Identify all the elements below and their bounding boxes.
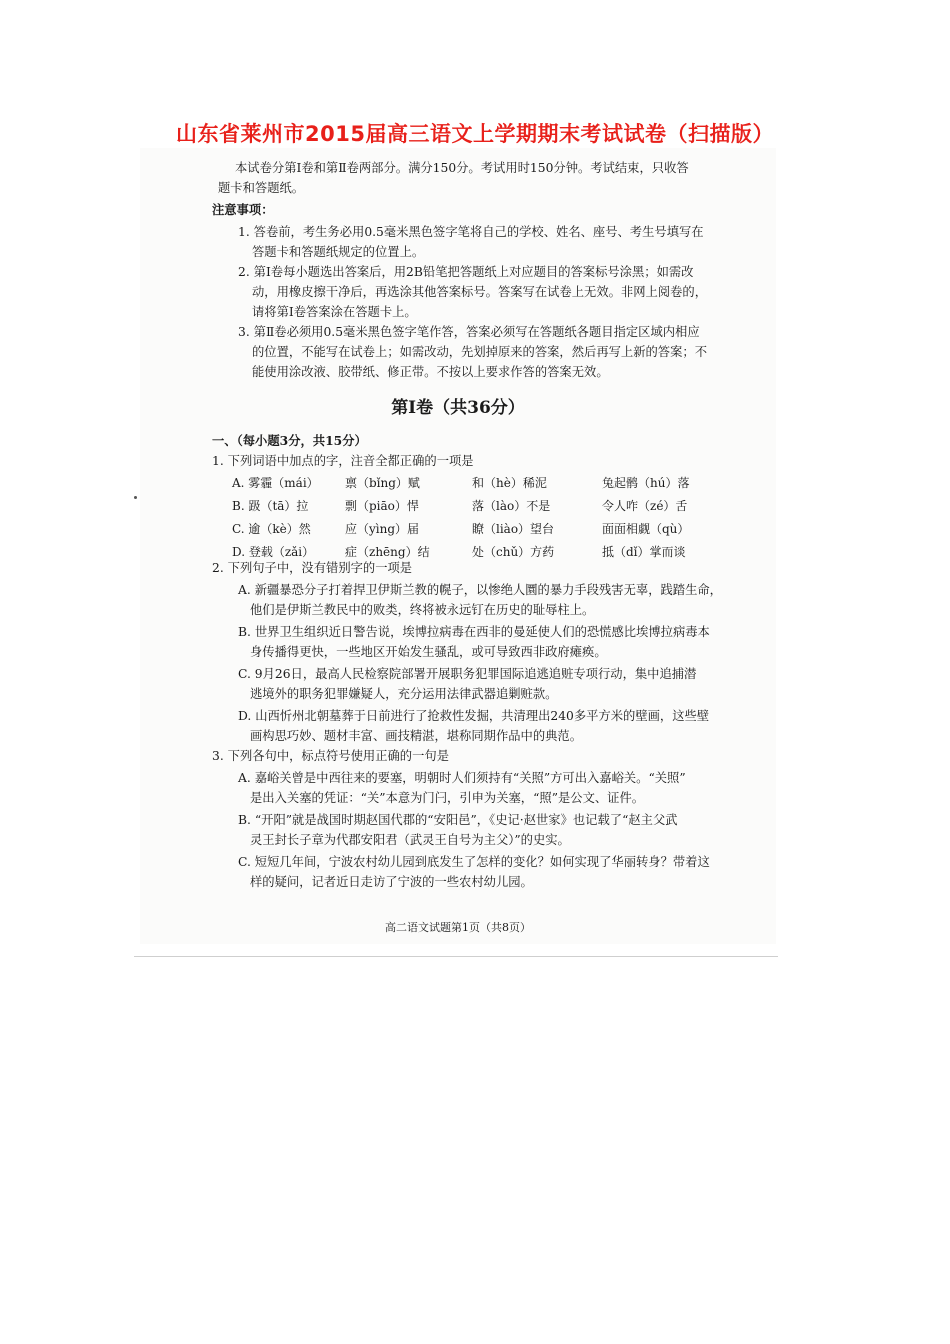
q1-option-b-1: B. 趿（tā）拉: [232, 499, 309, 513]
question-3: 3. 下列各句中，标点符号使用正确的一句是: [212, 749, 449, 763]
q2-option-b: B. 世界卫生组织近日警告说，埃博拉病毒在西非的曼延使人们的恐慌感比埃博拉病毒本: [238, 625, 710, 639]
document-title: 山东省莱州市2015届高三语文上学期期末考试试卷（扫描版）: [176, 122, 774, 146]
q3-option-a-cont: 是出入关塞的凭证：“关”本意为门闩，引申为关塞，“照”是公文、证件。: [250, 791, 645, 805]
q1-option-b-2: 剽（piāo）悍: [345, 499, 419, 513]
q3-option-a: A. 嘉峪关曾是中西往来的要塞，明朝时人们须持有“关照”方可出入嘉峪关。“关照”: [238, 771, 686, 785]
scanned-exam-page: [140, 148, 776, 944]
notice-item-1: 1. 答卷前，考生务必用0.5毫米黑色签字笔将自己的学校、姓名、座号、考生号填写在: [238, 225, 704, 239]
q2-option-c-cont: 逃境外的职务犯罪嫌疑人，充分运用法律武器追剿赃款。: [250, 687, 558, 701]
q1-option-c-4: 面面相觑（qù）: [602, 522, 690, 536]
q2-option-c: C. 9月26日，最高人民检察院部署开展职务犯罪国际追逃追赃专项行动，集中追捕潜: [238, 667, 697, 681]
question-2: 2. 下列句子中，没有错别字的一项是: [212, 561, 413, 575]
q1-option-d-4: 抵（dǐ）掌而谈: [602, 545, 686, 559]
q3-option-b-cont: 灵王封长子章为代郡安阳君（武灵王自号为主父）”的史实。: [250, 833, 570, 847]
q3-option-c: C. 短短几年间，宁波农村幼儿园到底发生了怎样的变化？如何实现了华丽转身？带着这: [238, 855, 710, 869]
notice-heading: 注意事项：: [212, 202, 274, 217]
q1-option-a-1: A. 雾霾（mái）: [232, 476, 319, 490]
notice-item-2-cont2: 请将第Ⅰ卷答案涂在答题卡上。: [252, 305, 417, 319]
scan-speck: [134, 496, 137, 499]
q3-option-c-cont: 样的疑问，记者近日走访了宁波的一些农村幼儿园。: [250, 875, 533, 889]
q1-option-d-1: D. 登载（zǎi）: [232, 545, 315, 559]
intro-line-1: 本试卷分第Ⅰ卷和第Ⅱ卷两部分。满分150分。考试用时150分钟。考试结束，只收答: [235, 161, 689, 175]
q1-option-b-4: 令人咋（zé）舌: [602, 499, 688, 513]
notice-item-3-cont2: 能使用涂改液、胶带纸、修正带。不按以上要求作答的答案无效。: [252, 365, 609, 379]
section-heading: 一、（每小题3分，共15分）: [212, 433, 367, 448]
intro-line-2: 题卡和答题纸。: [218, 181, 305, 195]
volume-heading: 第Ⅰ卷（共36分）: [391, 398, 525, 418]
q2-option-a: A. 新疆暴恐分子打着捍卫伊斯兰教的幌子，以惨绝人圜的暴力手段残害无辜，践踏生命，: [238, 583, 722, 597]
notice-item-3-cont: 的位置，不能写在试卷上；如需改动，先划掉原来的答案，然后再写上新的答案；不: [252, 345, 707, 359]
q1-option-a-2: 禀（bǐng）赋: [345, 476, 420, 490]
q1-option-b-3: 落（lào）不是: [472, 499, 551, 513]
page-footer: 高二语文试题第1页（共8页）: [385, 921, 531, 934]
page-divider: [134, 956, 778, 957]
q2-option-d-cont: 画构思巧妙、题材丰富、画技精湛，堪称同期作品中的典范。: [250, 729, 583, 743]
q1-option-c-1: C. 逾（kè）然: [232, 522, 311, 536]
notice-item-2-cont: 动，用橡皮擦干净后，再选涂其他答案标号。答案写在试卷上无效。非网上阅卷的，: [252, 285, 707, 299]
q1-option-a-3: 和（hè）稀泥: [472, 476, 547, 490]
q1-option-a-4: 兔起鹘（hú）落: [602, 476, 690, 490]
q1-option-c-3: 瞭（liào）望台: [472, 522, 555, 536]
q3-option-b: B. “开阳”就是战国时期赵国代郡的“安阳邑”，《史记·赵世家》也记载了“赵主父武: [238, 813, 678, 827]
notice-item-1-cont: 答题卡和答题纸规定的位置上。: [252, 245, 425, 259]
q1-option-d-3: 处（chǔ）方药: [472, 545, 555, 559]
q2-option-b-cont: 身传播得更快，一些地区开始发生骚乱，或可导致西非政府瘫痪。: [250, 645, 607, 659]
q2-option-d: D. 山西忻州北朝墓葬于日前进行了抢救性发掘，共清理出240多平方米的壁画，这些壁: [238, 709, 710, 723]
notice-item-3: 3. 第Ⅱ卷必须用0.5毫米黑色签字笔作答，答案必须写在答题纸各题目指定区域内相应: [238, 325, 700, 339]
question-1: 1. 下列词语中加点的字，注音全都正确的一项是: [212, 454, 474, 468]
q2-option-a-cont: 他们是伊斯兰教民中的败类，终将被永远钉在历史的耻辱柱上。: [250, 603, 595, 617]
q1-option-d-2: 症（zhēng）结: [345, 545, 430, 559]
notice-item-2: 2. 第Ⅰ卷每小题选出答案后，用2B铅笔把答题纸上对应题目的答案标号涂黑；如需改: [238, 265, 694, 279]
q1-option-c-2: 应（yìng）届: [345, 522, 420, 536]
